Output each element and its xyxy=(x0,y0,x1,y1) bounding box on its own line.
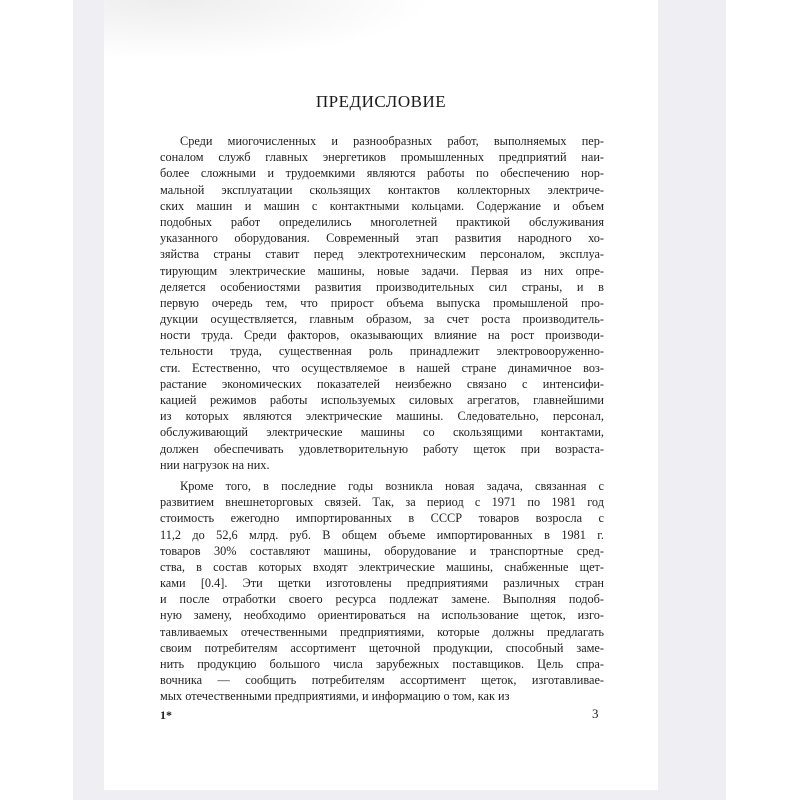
text-line: должен обеспечивать удовлетворительную работу щеток при возраста- xyxy=(160,441,604,456)
text-line: мальной эксплуатации скользящих контактов коллекторных электриче- xyxy=(160,182,604,197)
text-line: растание экономических показателей неизбежно связано с интенсифи- xyxy=(160,376,604,391)
text-line: первую очередь тем, что прирост объема выпуска промышленой про- xyxy=(160,295,604,310)
text-line: подобных работ определились многолетней практикой обслуживания xyxy=(160,214,604,229)
text-line: Кроме того, в последние годы возникла новая задача, связанная с xyxy=(180,478,604,493)
text-line: стоимость ежегодно импортированных в СССР товаров возросла с xyxy=(160,511,604,526)
page-title: ПРЕДИСЛОВИЕ xyxy=(315,92,447,111)
text-line: более сложными и трудоемкими являются работы по обеспечению нор- xyxy=(160,166,604,181)
text-line: тирующим электрические машины, новые задачи. Первая из них опре- xyxy=(160,263,604,278)
text-line: нии нагрузок на них. xyxy=(160,457,270,472)
text-line: зяйства страны ставит перед электротехническим персоналом, эксплуа- xyxy=(160,247,604,262)
page-shadow xyxy=(104,0,434,60)
text-line: своим потребителям ассортимент щеточной продукции, способный заме- xyxy=(160,640,604,655)
text-line: соналом служб главных энергетиков промышленных предприятий наи- xyxy=(160,150,604,165)
text-line: ную замену, необходимо ориентироваться на использование щеток, изго- xyxy=(160,608,604,623)
text-line: мых отечественными предприятиями, и информацию о том, как из xyxy=(160,689,510,704)
text-line: кацией режимов работы используемых силовых агрегатов, главнейшими xyxy=(160,393,604,407)
text-line: из которых являются электрические машины. Следовательно, персонал, xyxy=(160,409,604,424)
text-line: ства, в состав которых входят электрические машины, снабженные щет- xyxy=(160,559,604,574)
text-line: тавливаемых отечественными предприятиями, которые должны предлагать xyxy=(160,624,604,639)
body-text xyxy=(160,133,604,705)
text-line: развитием внешнеторговых связей. Так, за период с 1971 по 1981 год xyxy=(160,495,604,510)
page-number: 3 xyxy=(592,706,599,721)
text-line: 11,2 до 52,6 млрд. руб. В общем объеме импортированных в 1981 г. xyxy=(160,527,604,542)
text-line: деляется особениостями развития производительных сил страны, и в xyxy=(160,279,604,294)
text-line: ности труда. Среди факторов, оказывающих влияние на рост производи- xyxy=(160,328,604,343)
text-line: Среди миогочисленных и разнообразных работ, выполняемых пер- xyxy=(180,134,604,148)
document-page xyxy=(104,0,658,790)
paragraph-2 xyxy=(160,478,604,705)
text-line: указанного оборудования. Современный этап развития народного хо- xyxy=(160,231,604,246)
text-line: ками [0.4]. Эти щетки изготовлены предприятиями различных стран xyxy=(160,576,604,591)
text-line: обслуживающий электрические машины со скользящими контактами, xyxy=(160,425,604,440)
text-line: вочника — сообщить потребителям ассортимент щеток, изготавливае- xyxy=(160,673,604,688)
text-line: тельности труда, существенная роль принадлежит электровооруженно- xyxy=(160,344,604,359)
paragraph-1 xyxy=(160,133,604,473)
text-line: товаров 30% составляют машины, оборудование и транспортные сред- xyxy=(160,543,604,558)
signature-mark: 1* xyxy=(160,708,172,722)
text-line: дукции осуществляется, главным образом, за счет роста производитель- xyxy=(160,312,604,327)
text-line: сти. Естественно, что осуществляемое в нашей стране динамичное воз- xyxy=(160,360,604,375)
text-line: ских машин и машин с контактными кольцами. Содержание и объем xyxy=(160,198,604,213)
text-line: нить продукцию большого числа зарубежных поставщиков. Цель спра- xyxy=(160,657,604,671)
text-line: и после отработки своего ресурса подлежат замене. Выполняя подоб- xyxy=(160,592,604,607)
